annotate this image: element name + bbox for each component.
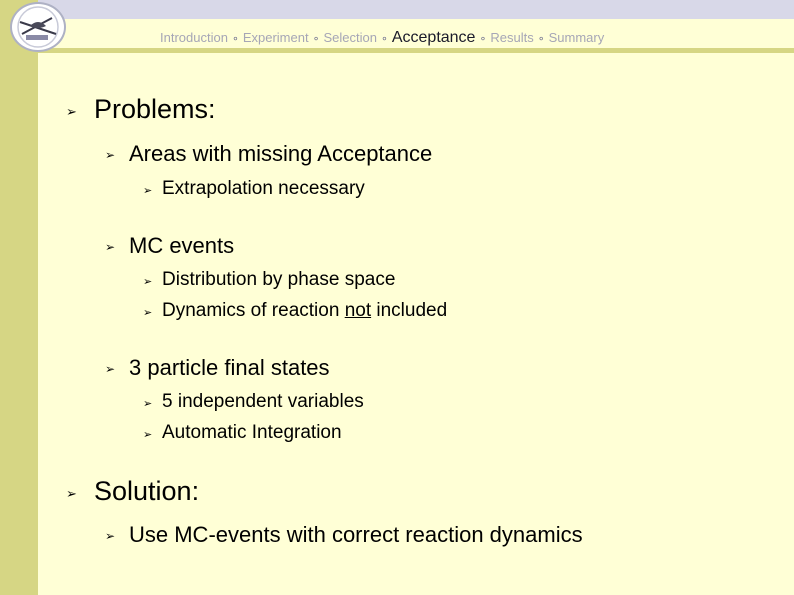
problems-heading-item xyxy=(66,94,216,125)
dynamics-text-after: included xyxy=(371,300,448,321)
institution-logo xyxy=(10,2,66,52)
bullet-arrow-icon: ➢ xyxy=(105,148,116,162)
nav-item-introduction[interactable]: Introduction xyxy=(160,30,228,45)
extrapolation-text: Extrapolation necessary xyxy=(162,178,365,199)
three-particle-item xyxy=(105,355,330,381)
problems-heading: Problems: xyxy=(94,94,216,124)
use-mc-text: Use MC-events with correct reaction dynamics xyxy=(129,522,583,547)
auto-integration-text: Automatic Integration xyxy=(162,422,342,443)
nav-separator: ∘ xyxy=(312,33,320,45)
bullet-arrow-icon: ➢ xyxy=(105,362,116,376)
dynamics-emphasis-not: not xyxy=(344,300,372,321)
top-header-band xyxy=(38,0,794,19)
five-vars-text: 5 independent variables xyxy=(162,391,364,412)
section-navigation xyxy=(160,29,604,47)
auto-integration-item xyxy=(143,422,342,444)
nav-item-results[interactable]: Results xyxy=(490,30,534,45)
distribution-text: Distribution by phase space xyxy=(162,269,396,290)
nav-item-summary[interactable]: Summary xyxy=(548,30,605,45)
bullet-arrow-icon: ➢ xyxy=(66,104,77,119)
bullet-arrow-icon: ➢ xyxy=(105,240,116,254)
bullet-arrow-icon: ➢ xyxy=(143,429,153,441)
mc-events-text: MC events xyxy=(129,233,235,258)
distribution-item xyxy=(143,269,396,291)
dynamics-item xyxy=(143,300,448,322)
nav-separator: ∘ xyxy=(380,33,388,45)
solution-heading: Solution: xyxy=(94,476,200,506)
bullet-arrow-icon: ➢ xyxy=(143,398,153,410)
nav-item-acceptance[interactable]: Acceptance xyxy=(391,29,476,46)
areas-text: Areas with missing Acceptance xyxy=(129,141,433,166)
nav-separator: ∘ xyxy=(479,33,487,45)
bullet-arrow-icon: ➢ xyxy=(105,529,116,543)
mc-events-item xyxy=(105,233,235,259)
bullet-arrow-icon: ➢ xyxy=(143,307,153,319)
dynamics-text-before: Dynamics of reaction xyxy=(162,300,345,321)
bullet-arrow-icon: ➢ xyxy=(66,486,77,501)
extrapolation-item xyxy=(143,178,365,200)
use-mc-item xyxy=(105,522,583,548)
nav-separator: ∘ xyxy=(537,33,545,45)
bullet-arrow-icon: ➢ xyxy=(143,276,153,288)
header-divider xyxy=(38,48,794,53)
five-vars-item xyxy=(143,391,364,413)
bullet-arrow-icon: ➢ xyxy=(143,185,153,197)
solution-heading-item xyxy=(66,476,200,507)
nav-item-experiment[interactable]: Experiment xyxy=(242,30,309,45)
nav-separator: ∘ xyxy=(231,33,239,45)
nav-item-selection[interactable]: Selection xyxy=(323,30,377,45)
three-particle-text: 3 particle final states xyxy=(129,355,330,380)
areas-item xyxy=(105,141,433,167)
left-accent-bar xyxy=(0,0,38,595)
